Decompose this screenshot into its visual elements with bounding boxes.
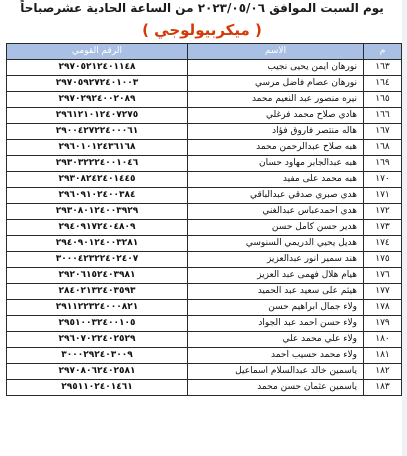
table-row (7, 332, 402, 348)
student-name: هدي احمدعباس عبدالغني (188, 204, 364, 220)
table-row (7, 92, 402, 108)
national-id: ٢٩٣٠٣٢٢٢٤٠٠١٠٤٦ (7, 156, 188, 172)
row-number: ١٨٠ (364, 332, 402, 348)
student-name: هبه عبدالجابر مهاود حسان (188, 156, 364, 172)
student-name: هدي صبري صدقي عبدالباقي (188, 188, 364, 204)
student-name: هديل يحيي الدريمي السنوسي (188, 236, 364, 252)
column-header-number: م (364, 44, 402, 60)
student-name: نيره منصور عبد النعيم محمد (188, 92, 364, 108)
table-row (7, 76, 402, 92)
table-row (7, 188, 402, 204)
table-row (7, 172, 402, 188)
national-id: ٢٩٦١٢١٠١٢٤٠٧٢٧٥ (7, 108, 188, 124)
page-edge-strip (402, 0, 407, 456)
table-row (7, 348, 402, 364)
national-id: ٢٩٦٠١٠١٢٤٣٦١٦٨ (7, 140, 188, 156)
row-number: ١٦٧ (364, 124, 402, 140)
national-id: ٢٩٧٠٢٩٢٤٠٠٢٠٨٩ (7, 92, 188, 108)
table-header-row (7, 44, 402, 60)
row-number: ١٦٨ (364, 140, 402, 156)
row-number: ١٧٧ (364, 284, 402, 300)
national-id: ٢٩٥١١٠٢٤٠١٤٦١ (7, 380, 188, 396)
national-id: ٢٩٠٠٤٢٧٢٢٤٠٠٠٦١ (7, 124, 188, 140)
row-number: ١٦٤ (364, 76, 402, 92)
table-row (7, 156, 402, 172)
row-number: ١٨٢ (364, 364, 402, 380)
column-header-name: الاسم (188, 44, 364, 60)
student-name: هيام هلال فهمى عبد العزيز (188, 268, 364, 284)
student-name: هبه صلاح عبدالرحمن محمد (188, 140, 364, 156)
student-name: هبه محمد على مفيد (188, 172, 364, 188)
row-number: ١٧١ (364, 188, 402, 204)
row-number: ١٧٤ (364, 236, 402, 252)
student-name: هادي صلاح محمد فرغلي (188, 108, 364, 124)
table-row (7, 364, 402, 380)
row-number: ١٧٨ (364, 300, 402, 316)
national-id: ٢٩٤٠٩٠١٢٤٠٠٣٢٨١ (7, 236, 188, 252)
student-name: ولاء حسن احمد عبد الجواد (188, 316, 364, 332)
row-number: ١٧٦ (364, 268, 402, 284)
subject-heading: ( ميكربيولوجي ) (142, 21, 262, 39)
row-number: ١٨٣ (364, 380, 402, 396)
row-number: ١٦٥ (364, 92, 402, 108)
table-row (7, 380, 402, 396)
student-name: ولاء علي محمد علي (188, 332, 364, 348)
national-id: ٢٩٦٠٧٠٢٢٤٠٢٥٢٩ (7, 332, 188, 348)
student-name: هاله منتصر فاروق فؤاد (188, 124, 364, 140)
student-name: ولاء جمال ابراهيم حسن (188, 300, 364, 316)
student-name: هند سمير انور عبدالعزيز (188, 252, 364, 268)
national-id: ٢٨٤٠٢١٣٢٤٠٣٥٩٣ (7, 284, 188, 300)
table-row (7, 252, 402, 268)
student-name: ياسمين خالد عبدالسلام اسماعيل (188, 364, 364, 380)
national-id: ٣٠٠٠٢٩٢٤٠٣٠٠٩ (7, 348, 188, 364)
national-id: ٢٩١١٢٢٣٢٤٠٠٠٨٢١ (7, 300, 188, 316)
student-name: هدير حسن كامل حسن (188, 220, 364, 236)
national-id: ٢٩٧٠٨٠٦٢٤٠٢٥٨١ (7, 364, 188, 380)
row-number: ١٧٣ (364, 220, 402, 236)
national-id: ٢٩٤٠٩١٧٢٤٠٤٨٠٩ (7, 220, 188, 236)
table-row (7, 124, 402, 140)
student-name: نورهان ايمن يحيى نجيب (188, 60, 364, 76)
table-row (7, 220, 402, 236)
row-number: ١٦٦ (364, 108, 402, 124)
student-roster-table (6, 43, 402, 396)
table-row (7, 268, 402, 284)
national-id: ٢٩٧٠٥٢١٢٤٠١١٤٨ (7, 60, 188, 76)
national-id: ٢٩٦٠٩١٠٢٤٠٠٣٨٤ (7, 188, 188, 204)
table-row (7, 300, 402, 316)
table-row (7, 140, 402, 156)
student-name: نورهان عصام فاضل مرسي (188, 76, 364, 92)
table-row (7, 204, 402, 220)
row-number: ١٦٩ (364, 156, 402, 172)
row-number: ١٨١ (364, 348, 402, 364)
student-name: ولاء محمد حسيب احمد (188, 348, 364, 364)
table-row (7, 316, 402, 332)
row-number: ١٧٩ (364, 316, 402, 332)
table-row (7, 236, 402, 252)
row-number: ١٦٣ (364, 60, 402, 76)
table-row (7, 108, 402, 124)
national-id: ٢٩٣٠٨٢٤٢٤٠١٤٤٥ (7, 172, 188, 188)
national-id: ٢٩٣٠٨٠١٢٤٠٠٣٩٢٩ (7, 204, 188, 220)
row-number: ١٧٠ (364, 172, 402, 188)
column-header-national-id: الرقم القومي (7, 44, 188, 60)
table-row (7, 284, 402, 300)
national-id: ٢٩٧٠٥٩٢٧٢٤٠١٠٠٣ (7, 76, 188, 92)
table-row (7, 60, 402, 76)
national-id: ٢٩٥١٠٠٣٢٤٠٠١٠٥ (7, 316, 188, 332)
student-name: هيثم على سعيد عبد الحميد (188, 284, 364, 300)
student-name: ياسمين عثمان حسن محمد (188, 380, 364, 396)
row-number: ١٧٥ (364, 252, 402, 268)
national-id: ٢٩٢٠٦١٥٢٤٠٣٩٨١ (7, 268, 188, 284)
page-title: يوم السبت الموافق ٢٠٢٣/٠٥/٠٦ من الساعة الحادية عشرصباحاً (20, 1, 384, 15)
row-number: ١٧٢ (364, 204, 402, 220)
national-id: ٣٠٠٠٤٢٣٢٢٤٠٢٤٠٧ (7, 252, 188, 268)
